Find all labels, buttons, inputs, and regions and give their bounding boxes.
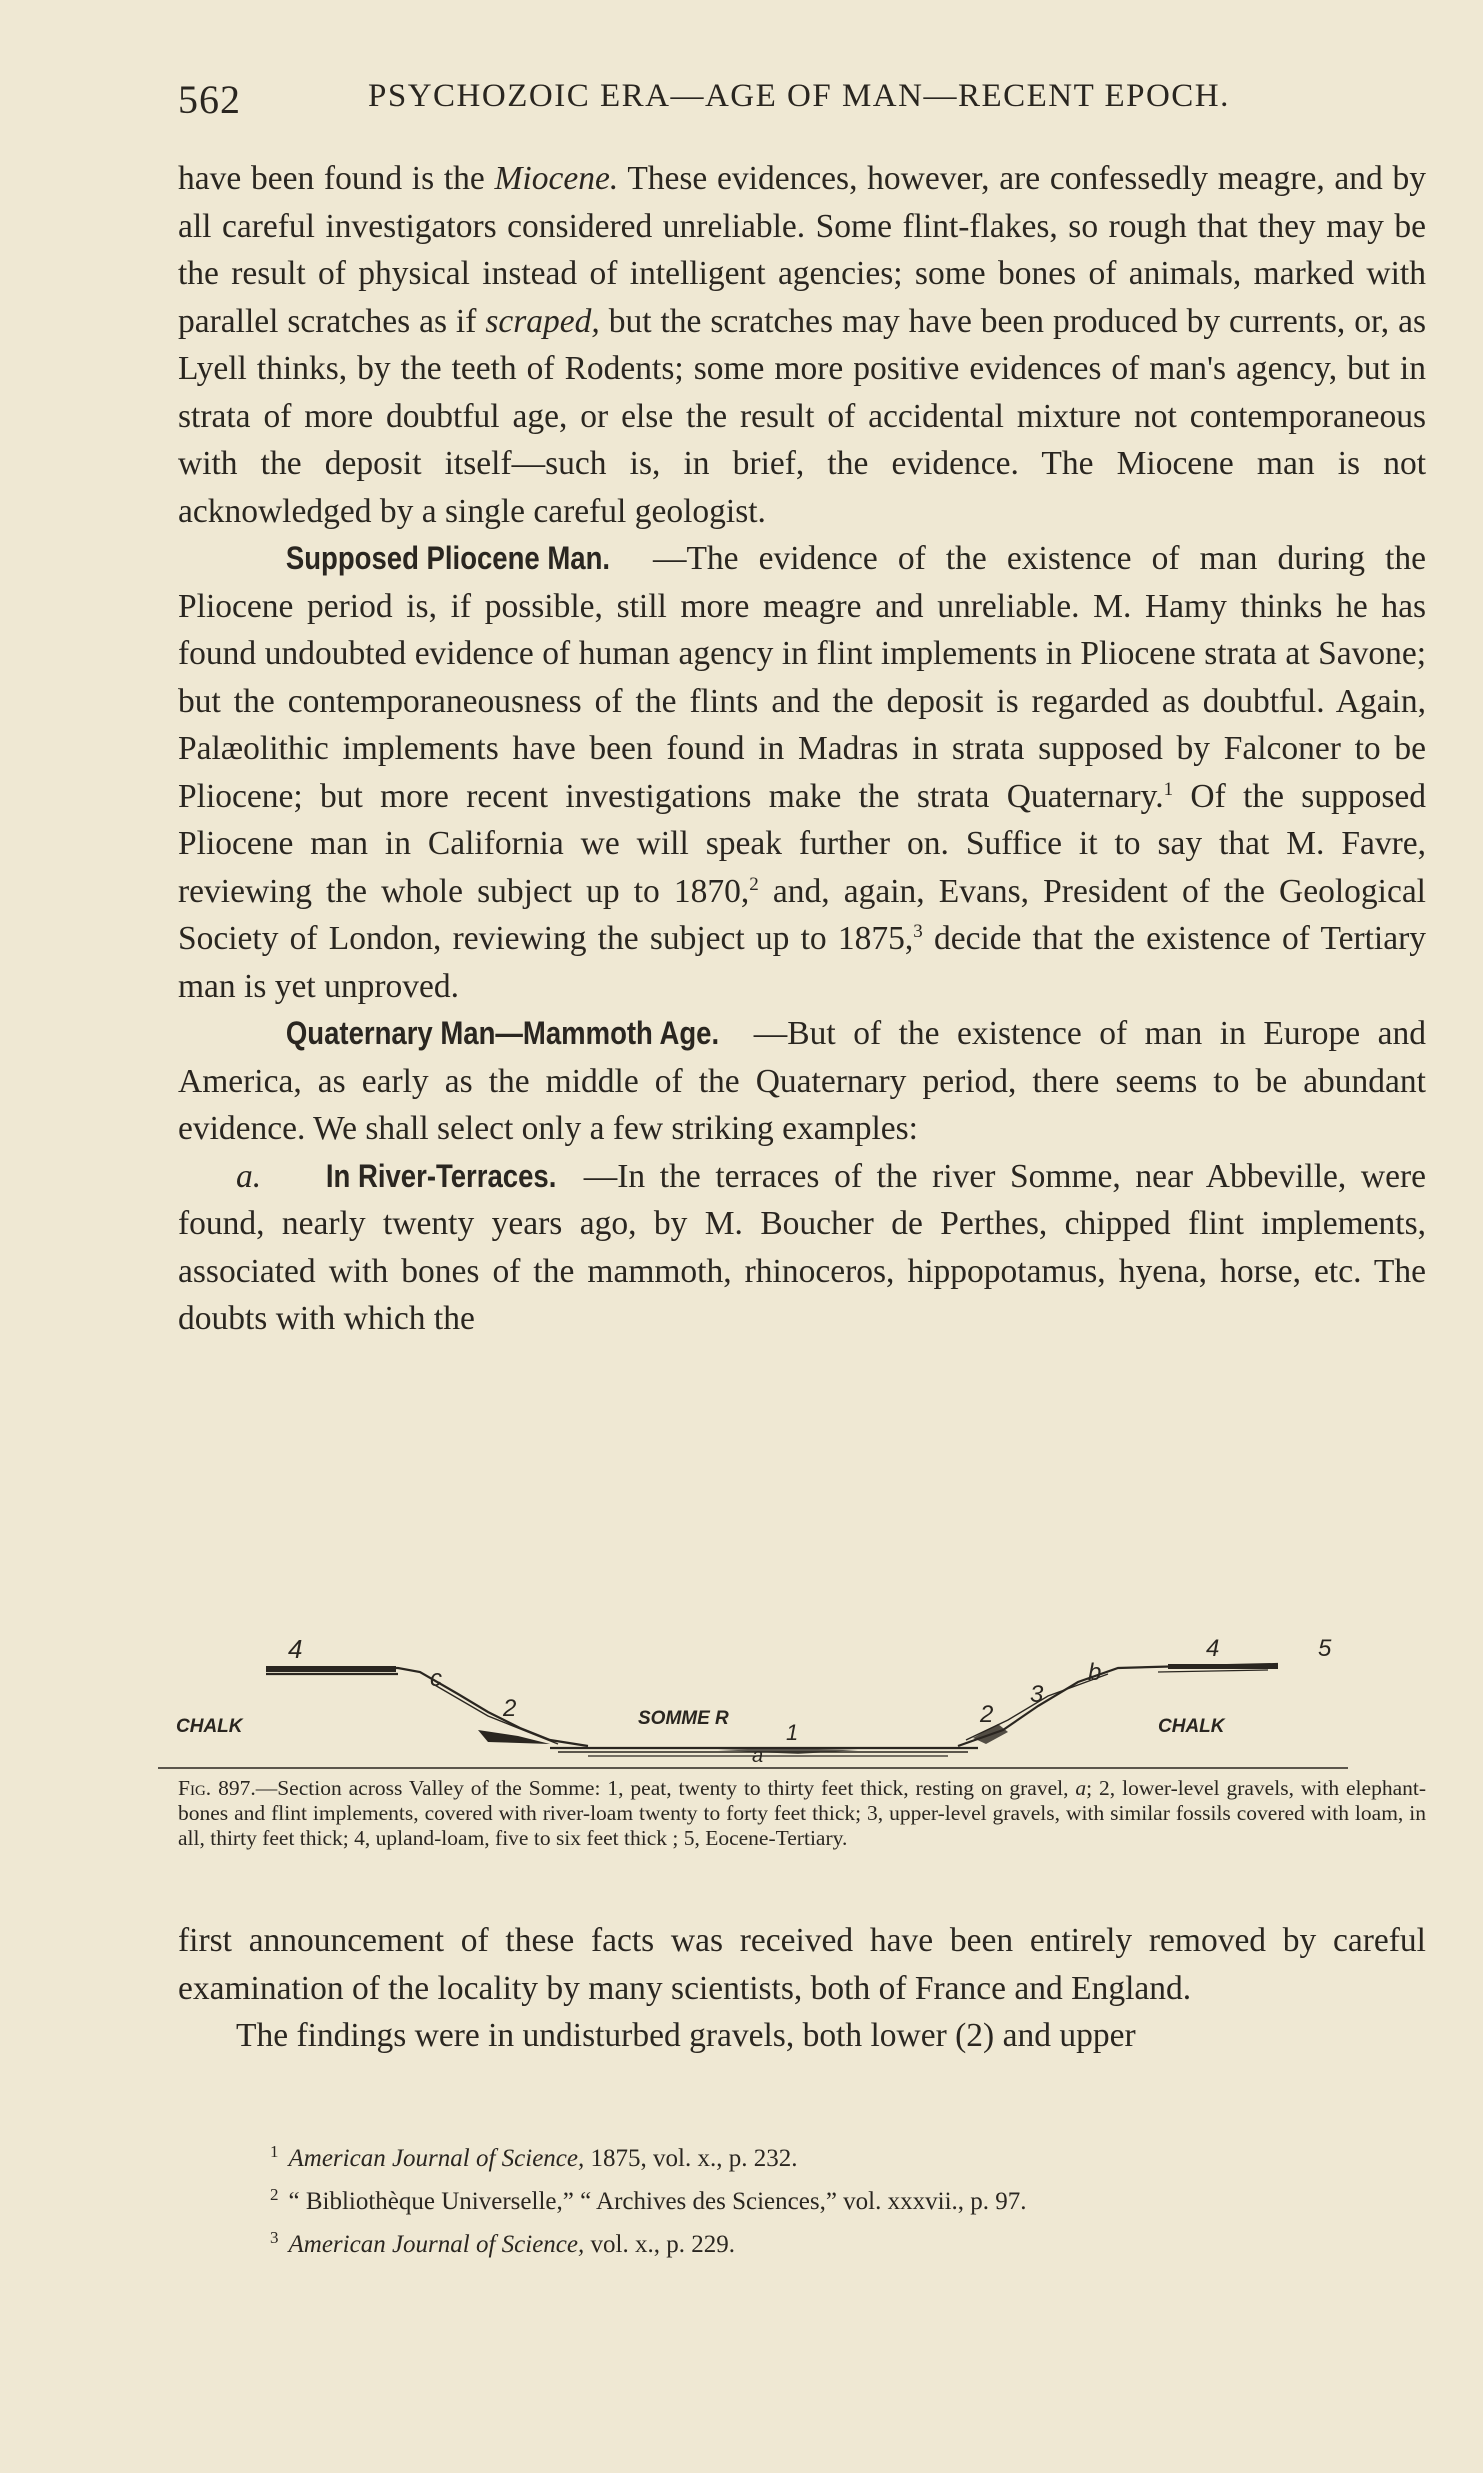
caption-text: ; 2, lower-level gravels, with elephant-bones and flint implements, covered with river-loam twenty to forty feet thick; 3, upper-level gravels, with similar fossils covered with loam, in all, thirty feet thick; 4, upland-loam, five to six feet thick ; 5, Eocene-Tertiary. [178, 1776, 1426, 1850]
footnote-text: “ Bibliothèque Universelle,” “ Archives des Sciences,” vol. xxxvii., p. 97. [288, 2188, 1027, 2215]
caption-italic: a [1075, 1776, 1087, 1800]
text-run: These evidences, however, are confessedly meagre, and by all careful investigators considered unreliable. Some flint-flakes, so rough that they may be the result of physical instead of intelligent agencies; some bones of animals, marked with parallel scratches as if [178, 160, 1426, 340]
footnote-mark: 1 [270, 2141, 279, 2161]
paragraph-4 [178, 1153, 1426, 1343]
upland-right [958, 1664, 1278, 1746]
text-run: —In the terraces of the river Somme, near Abbeville, were found, nearly twenty years ago, by M. Boucher de Perthes, chipped flint implements, associated with bones of the mammoth, rhinoceros, hippopotamus, hyena, horse, etc. The doubts with which the [178, 1157, 1426, 1337]
paragraph-5: first announcement of these facts was received have been entirely removed by careful examination of the locality by many scientists, both of France and England. [178, 1922, 1426, 2007]
label-2-left: 2 [503, 1695, 517, 1722]
footnote [270, 2180, 1420, 2223]
footnote [270, 2137, 1420, 2180]
footnote-title: American Journal of Science, [288, 2145, 585, 2172]
label-1: 1 [786, 1720, 799, 1745]
footnote-text: 1875, vol. x., p. 232. [584, 2145, 798, 2172]
paragraph-3 [178, 1010, 1426, 1153]
label-chalk-left: CHALK [176, 1716, 243, 1737]
paragraph-6: The findings were in undisturbed gravels, both lower (2) and upper [236, 2017, 1136, 2054]
text-run: Of the supposed Pliocene man in California we will speak further on. Suffice it to say that M. Favre, reviewing the whole subject up to 1870, [178, 777, 1426, 910]
label-b: b [1088, 1659, 1102, 1686]
footnote-mark: 2 [270, 2184, 279, 2204]
text-run: —But of the existence of man in Europe and America, as early as the middle of the Quaternary period, there seems to be abundant evidence. We shall select only a few striking examples: [178, 1015, 1426, 1147]
caption-text: —Section across Valley of the Somme: 1, peat, twenty to thirty feet thick, resting on gravel, [255, 1776, 1076, 1800]
section-heading: In River-Terraces. [325, 1157, 557, 1194]
main-text [178, 155, 1426, 1343]
label-3: 3 [1030, 1681, 1044, 1708]
footnote-text: vol. x., p. 229. [584, 2231, 735, 2258]
somme-valley-section-figure [158, 1620, 1348, 1770]
main-text-continued [178, 1917, 1426, 2060]
page-number: 562 [178, 77, 241, 122]
emphasis: scraped, [485, 302, 600, 340]
figure-caption [178, 1776, 1426, 1851]
label-c: c [430, 1665, 442, 1692]
footnote-title: American Journal of Science, [288, 2231, 585, 2258]
footnote-ref: 3 [913, 920, 923, 942]
label-4-left: 4 [288, 1634, 303, 1664]
upland-left [266, 1668, 588, 1746]
label-a: a [752, 1745, 764, 1767]
paragraph-2 [178, 535, 1426, 1010]
footnote-ref: 1 [1163, 778, 1174, 800]
paragraph-1 [178, 155, 1426, 535]
footnote-mark: 3 [270, 2227, 279, 2247]
label-river: SOMME R [638, 1708, 729, 1729]
label-4-right: 4 [1206, 1635, 1220, 1662]
text-run: decide that the existence of Tertiary man is yet unproved. [178, 920, 1426, 1005]
footnote [270, 2223, 1420, 2266]
text-run: but the scratches may have been produced by currents, or, as Lyell thinks, by the teeth of Rodents; some more positive evidences of man's agency, but in strata of more doubtful age, or else the result of accidental mixture not contemporaneous with the deposit itself—such is, in brief, the evidence. The Miocene man is not acknowledged by a single careful geologist. [178, 302, 1426, 530]
running-head: PSYCHOZOIC ERA—AGE OF MAN—RECENT EPOCH. [368, 78, 1230, 114]
footnote-ref: 2 [749, 873, 759, 895]
label-2-right: 2 [980, 1701, 994, 1728]
figure-number: Fig. 897. [178, 1776, 256, 1800]
text-run: —The evidence of the existence of man during the Pliocene period is, if possible, still more meagre and unreliable. M. Hamy thinks he has found undoubted evidence of human agency in flint implements in Pliocene strata at Savone; but the contemporaneousness of the flints and the deposit is regarded as doubtful. Again, Palæolithic implements have been found in Madras in strata supposed by Falconer to be Pliocene; but more recent investigations make the strata Quaternary. [178, 540, 1426, 815]
text-run: have been found is the [178, 160, 495, 197]
page-header [178, 72, 1308, 132]
section-heading: Quaternary Man—Mammoth Age. [285, 1015, 720, 1051]
text-run: and, again, Evans, President of the Geological Society of London, reviewing the subject up to 1875, [178, 872, 1426, 957]
item-label: a. [236, 1157, 262, 1195]
section-heading: Supposed Pliocene Man. [285, 540, 611, 576]
footnotes [270, 2137, 1420, 2266]
label-5: 5 [1318, 1635, 1332, 1662]
emphasis: Miocene. [494, 160, 619, 197]
label-chalk-right: CHALK [1158, 1716, 1225, 1737]
